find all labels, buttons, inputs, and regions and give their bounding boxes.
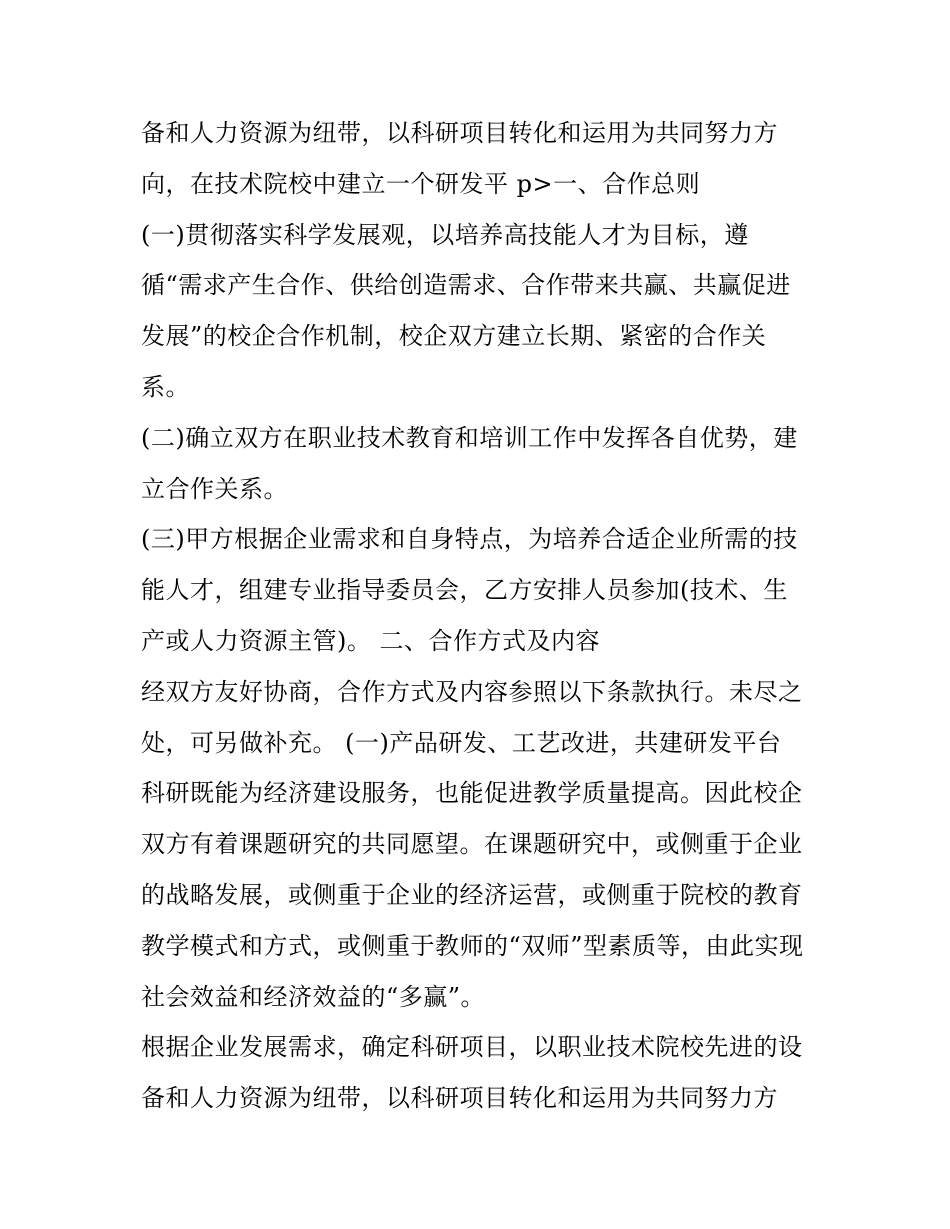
text-line: 根据企业发展需求，确定科研项目，以职业技术院校先进的设 <box>141 1033 803 1062</box>
text-line: 备和人力资源为纽带，以科研项目转化和运用为共同努力方 <box>141 119 778 147</box>
text-line: 向，在技术院校中建立一个研发平 p>一、合作总则 <box>141 169 701 198</box>
document-body <box>141 108 841 1124</box>
text-line: 经双方友好协商，合作方式及内容参照以下条款执行。未尽之 <box>141 677 803 706</box>
text-line: 双方有着课题研究的共同愿望。在课题研究中，或侧重于企业 <box>141 830 803 859</box>
text-line: (三)甲方根据企业需求和自身特点，为培养合适企业所需的技 <box>141 525 798 554</box>
text-line: 科研既能为经济建设服务，也能促进教学质量提高。因此校企 <box>141 779 803 808</box>
text-line: 立合作关系。 <box>141 474 288 503</box>
text-line: 教学模式和方式，或侧重于教师的“双师”型素质等，由此实现 <box>141 931 804 960</box>
text-line: 发展”的校企合作机制，校企双方建立长期、紧密的合作关 <box>141 322 767 351</box>
text-line: (一)贯彻落实科学发展观，以培养高技能人才为目标，遵 <box>141 220 749 249</box>
text-line: 备和人力资源为纽带，以科研项目转化和运用为共同努力方 <box>141 1084 778 1113</box>
text-line: 循“需求产生合作、供给创造需求、合作带来共赢、共赢促进 <box>141 271 791 300</box>
text-line: 处，可另做补充。 (一)产品研发、工艺改进，共建研发平台 <box>141 728 782 757</box>
text-line: 能人才，组建专业指导委员会，乙方安排人员参加(技术、生 <box>141 576 788 605</box>
text-line: 社会效益和经济效益的“多赢”。 <box>141 982 486 1011</box>
text-line: (二)确立双方在职业技术教育和培训工作中发挥各自优势，建 <box>141 423 798 452</box>
text-line: 系。 <box>141 372 190 401</box>
text-line: 的战略发展，或侧重于企业的经济运营，或侧重于院校的教育 <box>141 880 803 909</box>
text-line: 产或人力资源主管)。 二、合作方式及内容 <box>141 626 600 655</box>
